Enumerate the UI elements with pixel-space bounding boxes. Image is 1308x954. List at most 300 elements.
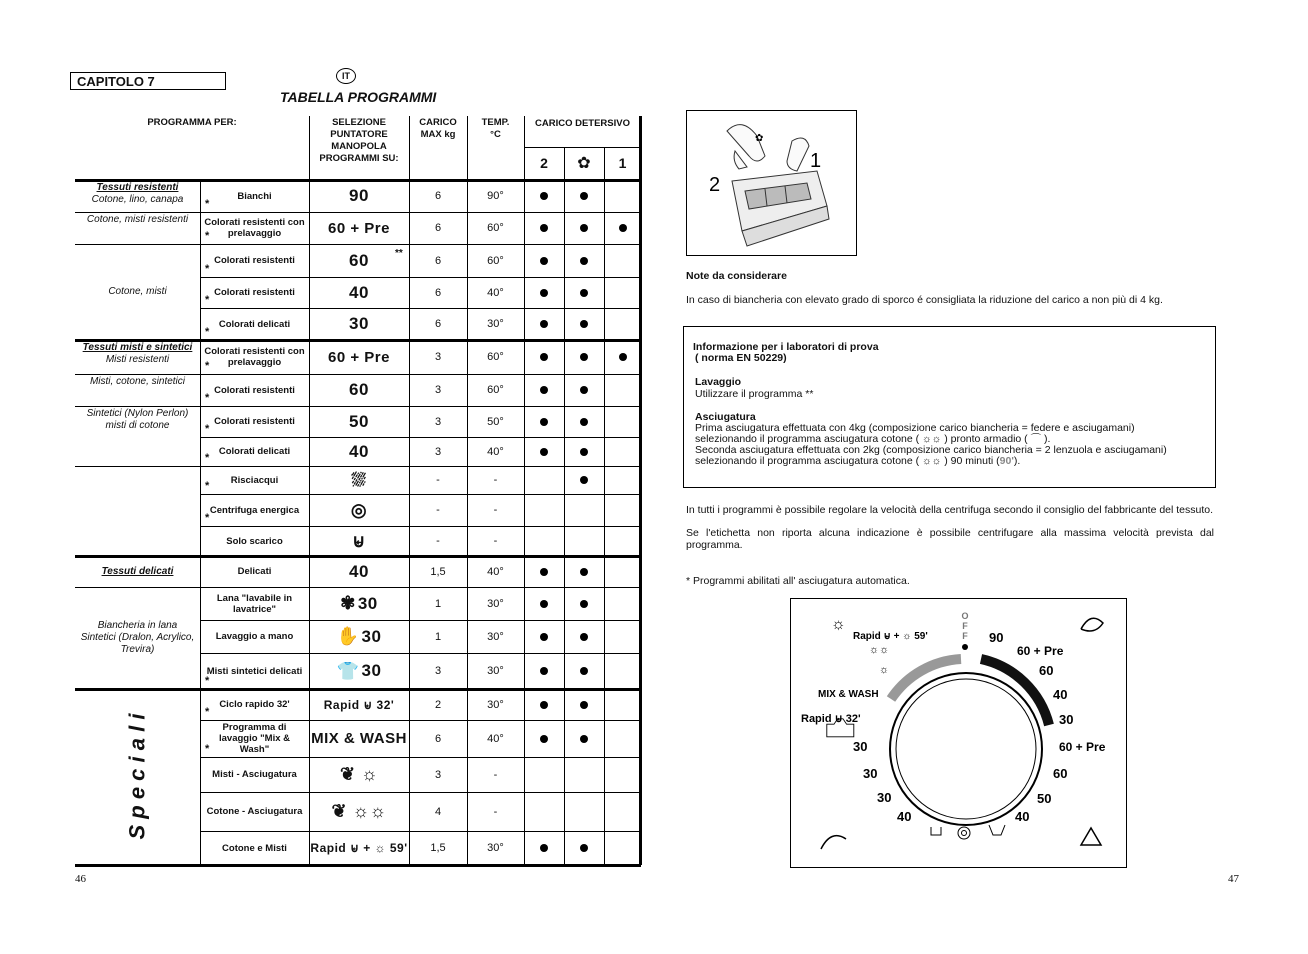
category-cell — [75, 376, 200, 404]
detergent-dot — [580, 320, 588, 328]
lab-wash-text: Utilizzare il programma ** — [695, 388, 814, 400]
grid-line — [604, 620, 605, 653]
detergent-cell — [524, 831, 564, 865]
max-load: - — [436, 504, 440, 516]
program-name: Colorati delicati — [218, 318, 291, 330]
dial-selection-label: 40 — [349, 282, 369, 302]
grid-line — [604, 556, 605, 587]
auto-dry-star: * — [205, 360, 210, 372]
wool-icon: ✾ — [340, 593, 356, 613]
detergent-dot — [540, 701, 548, 709]
grid-line — [75, 406, 200, 407]
dial-selection — [309, 720, 409, 757]
dial-selection — [309, 437, 409, 466]
dial-selection — [309, 277, 409, 308]
header-det-1: 1 — [618, 155, 627, 171]
category-cell — [75, 342, 200, 372]
svg-text:☼: ☼ — [879, 664, 890, 676]
dial-mixwash: MIX & WASH — [818, 689, 879, 700]
detergent-cell — [564, 277, 604, 308]
temperature: - — [493, 805, 498, 818]
detergent-cell — [524, 720, 564, 757]
dial-selection — [309, 244, 409, 277]
detergent-cell — [524, 556, 564, 587]
auto-dry-star: * — [205, 198, 210, 210]
dispenser-label-2: 2 — [709, 174, 721, 196]
category-speciali: S p e c i a l i — [124, 713, 150, 840]
temperature: 30° — [487, 665, 504, 677]
table-title: TABELLA PROGRAMMI — [280, 89, 437, 105]
program-name: Colorati resistenti con prelavaggio — [204, 346, 305, 368]
page-number-right: 47 — [1228, 873, 1239, 885]
svg-text:50: 50 — [1037, 791, 1052, 806]
category-subtitle: Misti resistenti — [105, 354, 170, 365]
auto-dry-star: * — [205, 392, 210, 404]
dial-selection-label: 90 — [349, 186, 369, 205]
category-subtitle: Cotone, misti resistenti — [86, 214, 189, 225]
temperature: 60° — [487, 222, 504, 234]
detergent-dot — [580, 600, 588, 608]
detergent-dot — [540, 257, 548, 265]
footnote: * Programmi abilitati all' asciugatura automatica. — [686, 575, 910, 587]
max-load: 3 — [434, 415, 442, 428]
grid-line — [604, 244, 605, 277]
grid-line — [524, 526, 525, 556]
detergent-dot — [540, 568, 548, 576]
dial-selection — [309, 180, 409, 212]
max-load: 1 — [434, 630, 442, 643]
program-name: Centrifuga energica — [209, 504, 300, 516]
max-load: 1,5 — [430, 842, 446, 854]
dial-selection — [309, 374, 409, 406]
grid-line — [604, 587, 605, 620]
category-cell — [75, 691, 200, 863]
lab-dry-line-3: Seconda asciugatura effettuata con 2kg (composizione carico biancheria = 2 lenzuola e asciugamani) — [695, 444, 1167, 456]
auto-dry-star: * — [205, 480, 210, 492]
dial-selection-label: 40 — [349, 561, 369, 581]
dispenser-label-1: 1 — [810, 150, 822, 172]
dial-selection — [309, 466, 409, 494]
lab-dry-line-4: selezionando il programma asciugatura cotone ( ☼☼ ) 90 minuti (90'). — [695, 455, 1021, 467]
detergent-dot — [540, 735, 548, 743]
max-load: 6 — [434, 318, 442, 330]
auto-dry-star: * — [205, 706, 210, 718]
svg-text:☼☼: ☼☼ — [869, 644, 890, 656]
detergent-cell — [564, 720, 604, 757]
detergent-dot — [580, 633, 588, 641]
detergent-cell — [564, 831, 604, 865]
temperature: 30° — [487, 597, 504, 610]
dial-selection-label: 60 + Pre — [328, 348, 390, 366]
max-load: 3 — [434, 445, 442, 458]
temperature: - — [493, 504, 498, 516]
category-subtitle: Misti, cotone, sintetici — [89, 376, 186, 387]
grid-line — [564, 792, 565, 831]
detergent-dot — [580, 667, 588, 675]
temperature: 40° — [487, 445, 504, 458]
lab-dry-line-2: selezionando il programma asciugatura cotone ( ☼☼ ) pronto armadio ( ⌒ ). — [695, 433, 1051, 445]
program-name: Colorati delicati — [218, 446, 291, 457]
grid-line — [564, 526, 565, 556]
max-load: 3 — [434, 384, 442, 396]
grid-line — [604, 308, 605, 340]
program-name: Cotone e Misti — [222, 842, 287, 854]
detergent-cell — [524, 212, 564, 244]
dial-selection — [309, 587, 409, 620]
detergent-dot — [580, 735, 588, 743]
svg-text:90: 90 — [989, 630, 1004, 645]
max-load: 6 — [434, 222, 442, 234]
grid-line — [524, 466, 525, 494]
detergent-dot — [580, 568, 588, 576]
dial-rapid32: Rapid ⊌ 32' — [801, 713, 861, 725]
detergent-cell — [524, 689, 564, 720]
detergent-dot — [580, 844, 588, 852]
grid-line — [604, 374, 605, 406]
category-title: Tessuti misti e sintetici — [82, 342, 193, 353]
lab-title: Informazione per i laboratori di prova — [693, 341, 879, 353]
detergent-dot — [580, 418, 588, 426]
detergent-cell — [564, 587, 604, 620]
dial-selection-label: 30 — [357, 593, 378, 613]
svg-text:60 + Pre: 60 + Pre — [1017, 644, 1064, 658]
dial-selection — [309, 340, 409, 374]
grid-line — [200, 180, 201, 865]
temperature: 90° — [487, 190, 504, 202]
selection-note: ** — [395, 248, 403, 259]
grid-line — [75, 587, 200, 588]
grid-line — [604, 147, 605, 180]
category-subtitle: Cotone, lino, canapa — [91, 194, 184, 205]
spin-text-2: Se l'etichetta non riporta alcuna indicazione è possibile centrifugare alla massima velocità prevista dal programma. — [686, 527, 1214, 551]
header-det-2: 2 — [540, 155, 548, 171]
grid-line — [75, 374, 200, 375]
temperature: 40° — [487, 732, 504, 745]
detergent-cell — [524, 277, 564, 308]
max-load: 2 — [434, 698, 442, 711]
svg-text:✿: ✿ — [755, 133, 764, 144]
detergent-dot — [580, 257, 588, 265]
max-load: 3 — [434, 351, 442, 363]
max-load: 3 — [434, 768, 442, 781]
dial-selection — [309, 308, 409, 340]
temperature: 30° — [487, 630, 504, 643]
program-name: Colorati resistenti — [214, 384, 295, 396]
program-name: Risciacqui — [230, 474, 279, 486]
temperature: 30° — [487, 842, 504, 854]
program-name: Colorati resistenti con prelavaggio — [204, 217, 305, 239]
dial-selection — [309, 494, 409, 526]
detergent-dot — [540, 667, 548, 675]
temperature: 40° — [487, 565, 504, 578]
temperature: - — [493, 768, 498, 781]
temperature: 60° — [487, 384, 504, 396]
detergent-cell — [564, 212, 604, 244]
dial-selection — [309, 792, 409, 831]
detergent-dot — [580, 353, 588, 361]
detergent-dot — [540, 600, 548, 608]
detergent-cell — [524, 587, 564, 620]
grid-line — [309, 116, 310, 180]
category-title: Tessuti delicati — [101, 565, 174, 577]
program-name: Programma di lavaggio "Mix & Wash" — [218, 722, 291, 755]
dial-selection-label: 30 — [361, 661, 382, 680]
detergent-dot — [540, 289, 548, 297]
dial-selection — [309, 757, 409, 792]
category-cell — [75, 246, 200, 338]
grid-line — [604, 689, 605, 720]
flower-icon: ✿ — [577, 155, 591, 172]
max-load: 1,5 — [430, 565, 446, 578]
temperature: 60° — [487, 254, 504, 267]
page-number-left: 46 — [75, 873, 86, 885]
detergent-cell — [524, 180, 564, 212]
dial-selection — [309, 556, 409, 587]
temperature: 40° — [487, 286, 504, 299]
detergent-cell — [564, 620, 604, 653]
max-load: 1 — [434, 597, 442, 610]
grid-line — [604, 406, 605, 437]
auto-dry-star: * — [205, 743, 210, 755]
dial-selection-label: 30 — [349, 314, 369, 333]
category-cell — [75, 408, 200, 464]
auto-dry-star: * — [205, 326, 210, 338]
detergent-cell — [564, 689, 604, 720]
drain-icon: ⊌ — [352, 530, 366, 551]
auto-dry-star: * — [205, 294, 210, 306]
detergent-dot — [540, 353, 548, 361]
dry-cotton-icon: ❦ ☼☼ — [331, 801, 387, 821]
program-name: Cotone - Asciugatura — [206, 806, 303, 817]
detergent-cell — [524, 437, 564, 466]
dial-selection-label: Rapid ⊌ 32' — [323, 697, 395, 712]
svg-text:60: 60 — [1039, 663, 1054, 678]
category-title: Tessuti resistenti — [96, 182, 179, 193]
detergent-cell — [564, 653, 604, 689]
dial-selection — [309, 212, 409, 244]
program-name: Colorati resistenti — [214, 287, 295, 298]
svg-text:60: 60 — [1053, 766, 1068, 781]
dial-off-o: O — [961, 611, 969, 621]
detergent-cell — [564, 374, 604, 406]
grid-line — [604, 526, 605, 556]
chapter-label: CAPITOLO 7 — [70, 72, 226, 90]
auto-dry-star: * — [205, 675, 210, 687]
auto-dry-star: * — [205, 512, 210, 524]
lab-dry-title: Asciugatura — [695, 411, 756, 423]
program-name: Misti sintetici delicati — [206, 665, 303, 677]
language-badge: IT — [336, 68, 356, 84]
header-detersivo: CARICO DETERSIVO — [534, 118, 630, 129]
detergent-dot — [619, 353, 627, 361]
grid-line — [75, 466, 200, 467]
dial-selection — [309, 406, 409, 437]
detergent-dot — [580, 289, 588, 297]
temperature: 60° — [487, 351, 504, 363]
detergent-dot — [540, 386, 548, 394]
lab-norm: ( norma EN 50229) — [695, 352, 787, 364]
detergent-dot — [619, 224, 627, 232]
program-name: Misti - Asciugatura — [212, 769, 297, 780]
dial-selection-label: Rapid ⊌ + ☼ 59' — [310, 841, 408, 855]
grid-line — [75, 244, 200, 245]
header-temp: TEMP. °C — [481, 117, 510, 140]
grid-line — [604, 757, 605, 792]
detergent-cell — [564, 308, 604, 340]
grid-line — [604, 277, 605, 308]
dial-selection-label: 50 — [349, 411, 369, 431]
grid-line — [524, 116, 525, 180]
dial-rapid59: Rapid ⊌ + ☼ 59' — [853, 631, 928, 642]
detergent-dot — [580, 224, 588, 232]
detergent-cell — [524, 374, 564, 406]
detergent-cell — [564, 466, 604, 494]
svg-text:30: 30 — [853, 739, 868, 754]
detergent-dot — [540, 633, 548, 641]
category-cell — [75, 558, 200, 585]
detergent-cell — [524, 653, 564, 689]
dial-selection — [309, 689, 409, 720]
grid-line — [524, 757, 525, 792]
detergent-dot — [540, 224, 548, 232]
detergent-cell — [524, 308, 564, 340]
svg-text:40: 40 — [1053, 687, 1068, 702]
temperature: - — [493, 474, 498, 486]
dial-selection — [309, 526, 409, 556]
detergent-cell — [564, 437, 604, 466]
max-load: - — [436, 535, 440, 547]
temperature: - — [493, 535, 498, 547]
max-load: - — [436, 474, 440, 486]
temperature: 30° — [487, 698, 504, 711]
program-name: Lana "lavabile in lavatrice" — [216, 592, 293, 615]
detergent-dot — [580, 448, 588, 456]
category-cell — [75, 214, 200, 242]
note-text: In caso di biancheria con elevato grado di sporco é consigliata la riduzione del carico a non più di 4 kg. — [686, 294, 1163, 306]
note-title: Note da considerare — [686, 270, 787, 282]
lab-info-box — [683, 326, 1216, 488]
max-load: 6 — [434, 732, 442, 745]
detergent-cell — [564, 406, 604, 437]
max-load: 4 — [434, 805, 442, 818]
grid-line — [604, 720, 605, 757]
auto-dry-star: * — [205, 263, 210, 275]
dial-selection-label: 60 — [349, 380, 369, 399]
detergent-dot — [540, 448, 548, 456]
grid-line — [604, 180, 605, 212]
detergent-dot — [580, 192, 588, 200]
dispenser-illustration — [686, 110, 857, 256]
detergent-cell — [524, 244, 564, 277]
category-cell — [75, 589, 200, 687]
svg-text:40: 40 — [1015, 809, 1030, 824]
detergent-dot — [580, 701, 588, 709]
detergent-cell — [524, 340, 564, 374]
detergent-dot — [540, 192, 548, 200]
program-name: Solo scarico — [226, 535, 283, 547]
max-load: 6 — [434, 254, 442, 267]
auto-dry-star: * — [205, 452, 210, 464]
grid-line — [564, 757, 565, 792]
dial-selection — [309, 653, 409, 689]
category-subtitle: Cotone, misti — [108, 286, 167, 297]
lab-wash-title: Lavaggio — [695, 376, 742, 388]
grid-line — [604, 494, 605, 526]
category-cell — [75, 182, 200, 210]
auto-dry-star: * — [205, 423, 210, 435]
category-subtitle: Biancheria in lana Sintetici (Dralon, Acrylico, Trevira) — [80, 620, 195, 655]
header-programma: PROGRAMMA PER: — [147, 117, 237, 128]
grid-line — [524, 147, 641, 148]
program-name: Bianchi — [237, 190, 272, 202]
detergent-dot — [540, 844, 548, 852]
max-load: 6 — [434, 190, 442, 202]
grid-line — [604, 437, 605, 466]
detergent-cell — [604, 212, 641, 244]
grid-line — [467, 116, 468, 180]
program-name: Colorati resistenti — [214, 416, 295, 427]
detergent-cell — [524, 406, 564, 437]
dry-synthetic-icon: ❦ ☼ — [339, 764, 379, 784]
spin-icon: ◎ — [350, 499, 368, 520]
max-load: 3 — [434, 665, 442, 677]
category-subtitle: Sintetici (Nylon Perlon) misti di cotone — [86, 408, 189, 431]
detergent-cell — [564, 244, 604, 277]
svg-text:30: 30 — [877, 790, 892, 805]
grid-line — [604, 831, 605, 865]
grid-line — [604, 466, 605, 494]
detergent-dot — [540, 320, 548, 328]
dial-selection-label: 30 — [361, 626, 382, 646]
detergent-cell — [524, 620, 564, 653]
svg-text:☼: ☼ — [831, 616, 846, 633]
header-carico: CARICO MAX kg — [419, 117, 457, 140]
detergent-dot — [540, 418, 548, 426]
header-selezione: SELEZIONE PUNTATORE MANOPOLA PROGRAMMI SU: — [319, 117, 399, 164]
svg-text:40: 40 — [897, 809, 912, 824]
program-dial-diagram — [790, 598, 1127, 868]
detergent-dot — [580, 386, 588, 394]
temperature: 30° — [487, 318, 504, 330]
program-name: Ciclo rapido 32' — [219, 699, 290, 710]
grid-line — [409, 116, 410, 180]
svg-text:F: F — [962, 621, 968, 631]
detergent-cell — [564, 340, 604, 374]
grid-line — [524, 792, 525, 831]
handwash-icon: ✋ — [336, 626, 360, 646]
dial-selection — [309, 831, 409, 865]
grid-line — [564, 147, 565, 180]
svg-text:30: 30 — [1059, 712, 1074, 727]
detergent-cell — [604, 340, 641, 374]
dial-selection-label: 40 — [349, 441, 369, 461]
dial-selection-label: 60 — [349, 250, 369, 270]
temperature: 50° — [487, 415, 504, 428]
grid-line — [604, 653, 605, 689]
program-name: Colorati resistenti — [214, 255, 295, 266]
detergent-dot — [580, 476, 588, 484]
max-load: 6 — [434, 286, 442, 299]
detergent-cell — [564, 556, 604, 587]
grid-line — [524, 494, 525, 526]
grid-line — [564, 494, 565, 526]
detergent-cell — [564, 180, 604, 212]
program-name: Delicati — [237, 566, 272, 577]
svg-text:F: F — [962, 631, 968, 641]
svg-text:60 + Pre: 60 + Pre — [1059, 740, 1106, 754]
shirt-icon: 👕 — [336, 660, 360, 681]
grid-line — [75, 212, 200, 213]
